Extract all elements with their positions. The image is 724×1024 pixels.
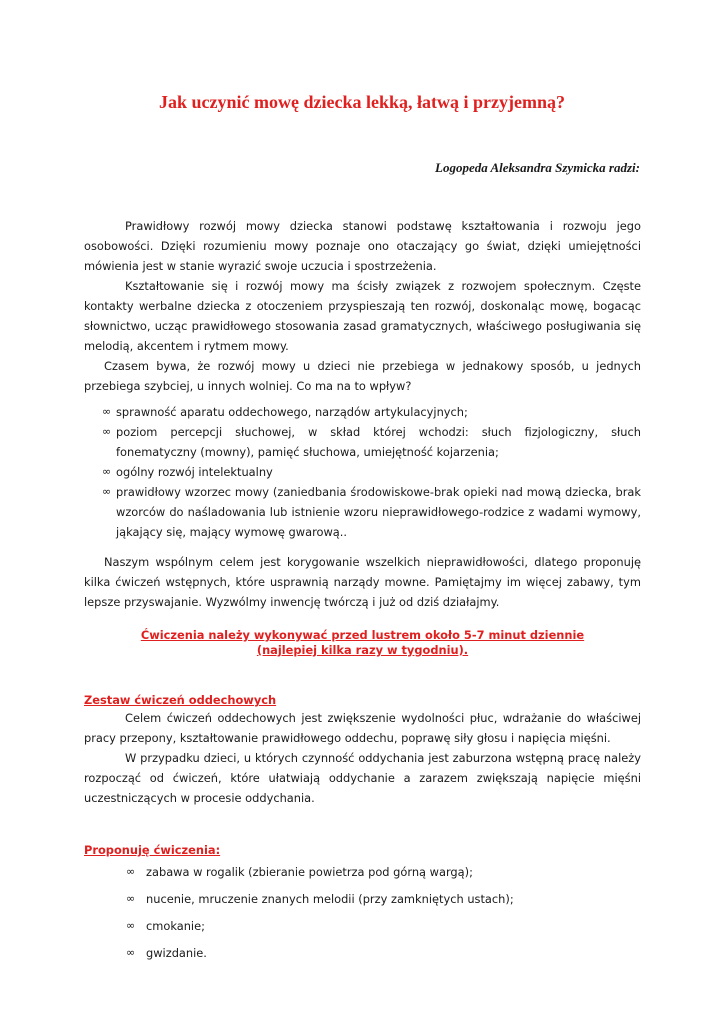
- exercise-note-line: (najlepiej kilka razy w tygodniu).: [256, 643, 469, 657]
- infinity-bullet-icon: ∞: [126, 946, 136, 959]
- list-item: [84, 860, 641, 887]
- list-item-text: sprawność aparatu oddechowego, narządów artykulacyjnych;: [116, 405, 468, 419]
- document-title: Jak uczynić mowę dziecka lekką, łatwą i przyjemną?: [159, 92, 565, 112]
- list-item-text: prawidłowy wzorzec mowy (zaniedbania środowiskowe-brak opieki nad mową dziecka, brak wzorców do naśladowania lub istnienie wzoru nieprawidłowego-rodzice z wadami wymowy, jąkający się, mający wymowę gwarową..: [116, 485, 641, 539]
- list-item-text: zabawa w rogalik (zbieranie powietrza pod górną wargą);: [146, 865, 473, 879]
- paragraph-breathing-goal: Celem ćwiczeń oddechowych jest zwiększenie wydolności płuc, wdrażanie do właściwej pracy przepony, kształtowanie prawidłowego oddechu, poprawę siły głosu i napięcia mięśni.: [84, 711, 641, 745]
- list-item: [84, 941, 641, 968]
- infinity-bullet-icon: ∞: [102, 425, 112, 438]
- list-item-text: nucenie, mruczenie znanych melodii (przy zamkniętych ustach);: [146, 892, 514, 906]
- infinity-bullet-icon: ∞: [126, 865, 136, 878]
- paragraph-social: Kształtowanie się i rozwój mowy ma ścisły związek z rozwojem społecznym. Częste kontakty werbalne dziecka z otoczeniem przyspieszają ten rozwój, doskonaląc mowę, bogacąc słownictwo, ucząc prawidłowego stosowania zasad gramatycznych, właściwego posługiwania się melodią, akcentem i rytmem mowy.: [84, 279, 641, 353]
- exercise-note: [84, 628, 641, 658]
- paragraph-goal: Naszym wspólnym celem jest korygowanie wszelkich nieprawidłowości, dlatego proponuję kilka ćwiczeń wstępnych, które usprawnią narządy mowne. Pamiętajmy im więcej zabawy, tym lepsze przyswajanie. Wyzwólmy inwencję twórczą i już od dziś działajmy.: [84, 555, 641, 609]
- list-item-text: ogólny rozwój intelektualny: [116, 465, 273, 479]
- exercise-note-line: Ćwiczenia należy wykonywać przed lustrem około 5-7 minut dziennie: [140, 628, 585, 642]
- list-item: [84, 914, 641, 941]
- infinity-bullet-icon: ∞: [102, 485, 112, 498]
- infinity-bullet-icon: ∞: [102, 465, 112, 478]
- author-line: Logopeda Aleksandra Szymicka radzi:: [435, 160, 640, 175]
- infinity-bullet-icon: ∞: [102, 405, 112, 418]
- list-item: [84, 422, 641, 462]
- paragraph-breathing-disorder: W przypadku dzieci, u których czynność oddychania jest zaburzona wstępną pracę należy rozpocząć od ćwiczeń, które ułatwiają oddychanie a zarazem zwiększają napięcie mięśni uczestniczących w procesie oddychania.: [84, 751, 641, 805]
- infinity-bullet-icon: ∞: [126, 919, 136, 932]
- paragraph-question: Czasem bywa, że rozwój mowy u dzieci nie przebiega w jednakowy sposób, u jednych przebiega szybciej, u innych wolniej. Co ma na to wpływ?: [84, 359, 641, 393]
- paragraph-intro: Prawidłowy rozwój mowy dziecka stanowi podstawę kształtowania i rozwoju jego osobowości. Dzięki rozumieniu mowy poznaje ono otaczający go świat, dzięki umiejętności mówienia jest w stanie wyrazić swoje uczucia i spostrzeżenia.: [84, 219, 641, 273]
- list-item: [84, 482, 641, 542]
- section-heading: Zestaw ćwiczeń oddechowych: [84, 693, 277, 707]
- exercises-list: [84, 860, 641, 968]
- document-body: [84, 216, 641, 968]
- infinity-bullet-icon: ∞: [126, 892, 136, 905]
- list-item: [84, 462, 641, 482]
- list-item-text: poziom percepcji słuchowej, w skład której wchodzi: słuch fizjologiczny, słuch fonematyczny (mowny), pamięć słuchowa, umiejętność kojarzenia;: [116, 425, 641, 459]
- proposals-heading: Proponuję ćwiczenia:: [84, 843, 221, 857]
- list-item: [84, 402, 641, 422]
- factors-list: [84, 402, 641, 542]
- list-item: [84, 887, 641, 914]
- list-item-text: gwizdanie.: [146, 946, 207, 960]
- list-item-text: cmokanie;: [146, 919, 205, 933]
